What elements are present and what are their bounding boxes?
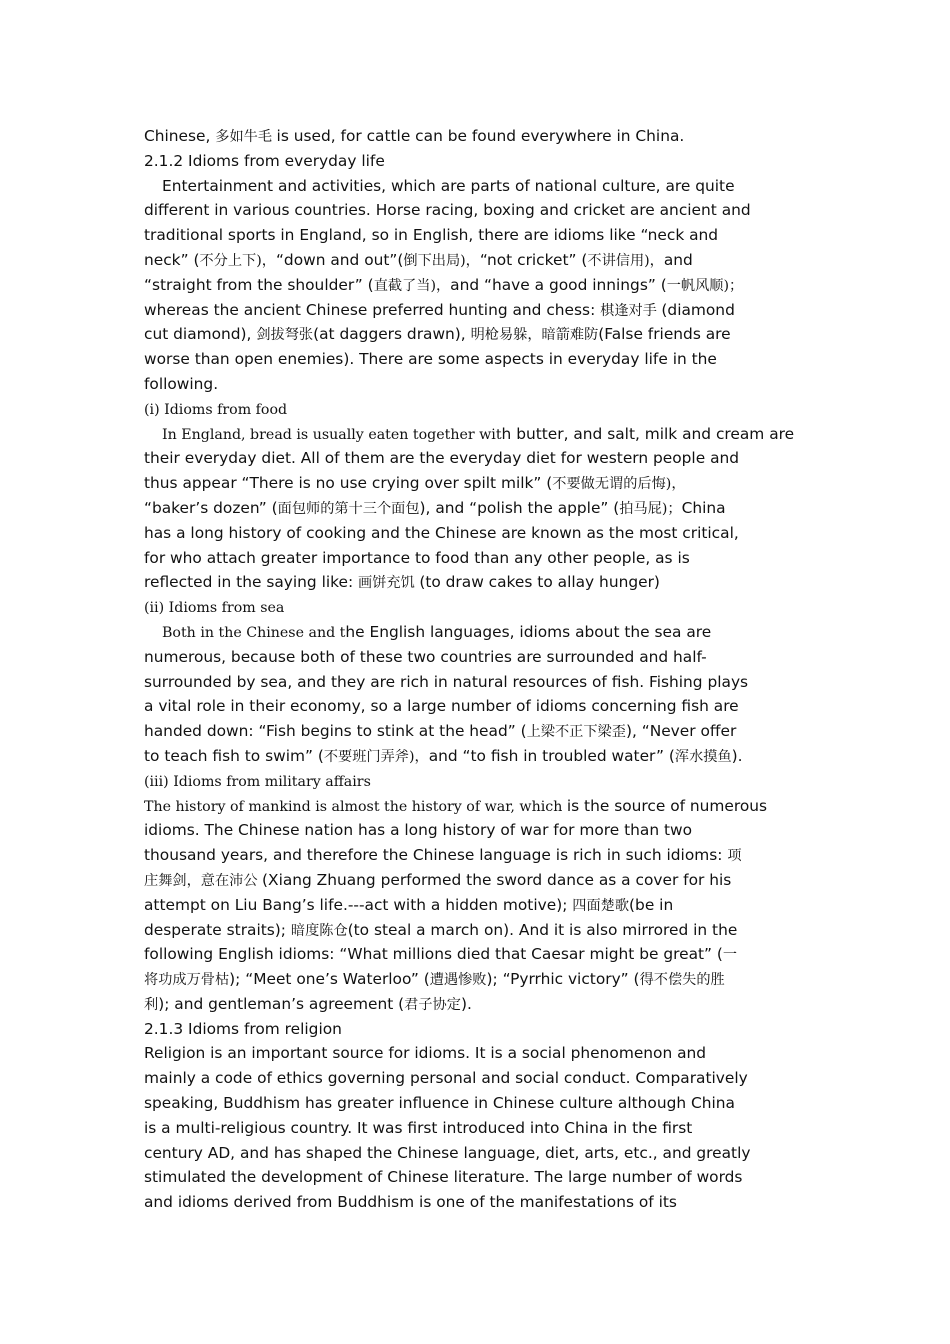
text-run: following.	[144, 374, 219, 393]
text-run: attempt on Liu Bang’s life.---act with a hidden motive);	[144, 895, 573, 914]
text-line	[144, 496, 824, 521]
text-run: Religion is an important source for idioms. It is a social phenomenon and	[144, 1044, 707, 1063]
document-page	[144, 124, 824, 1215]
text-run: and	[663, 250, 693, 269]
text-run: China	[681, 498, 726, 517]
text-run: h butter, and salt, milk and cream are	[501, 424, 795, 443]
text-run: 不讲信用)，	[587, 252, 664, 269]
text-run: a vital role in their economy, so a large number of idioms concerning fish are	[144, 697, 739, 716]
text-line	[144, 322, 824, 347]
text-line	[144, 967, 824, 992]
text-run: Chinese,	[144, 127, 216, 145]
text-line	[144, 347, 824, 372]
text-run: 画饼充饥	[358, 575, 420, 592]
text-run: 剑拔弩张	[256, 327, 314, 344]
text-line	[144, 1041, 824, 1066]
text-line	[144, 868, 824, 893]
text-run: (diamond	[661, 300, 735, 319]
text-line	[144, 124, 824, 149]
text-run: ); and gentleman’s agreement (	[158, 994, 405, 1013]
text-run: 得不偿失的胜	[639, 972, 725, 989]
text-run: (Xiang Zhuang performed the sword dance as a cover for his	[262, 870, 732, 889]
text-run: 利	[144, 996, 159, 1013]
text-run: 将功成万骨枯	[144, 972, 230, 989]
text-run: ), and “polish the apple” (	[419, 498, 620, 517]
text-line	[144, 422, 824, 447]
text-run: 项	[727, 848, 742, 865]
text-run: 浑水摸鱼	[674, 748, 732, 765]
text-run: ); “Meet one’s Waterloo” (	[229, 970, 430, 989]
text-run: thus appear “There is no use crying over spilt milk” (	[144, 474, 553, 493]
text-run: “not cricket” (	[479, 250, 588, 269]
text-line	[144, 1165, 824, 1190]
text-run: 不要班门弄斧)，	[323, 748, 429, 765]
text-run: 倒下出局)，	[403, 252, 480, 269]
text-run: surrounded by sea, and they are rich in natural resources of fish. Fishing plays	[144, 672, 749, 691]
text-run: (be in	[629, 895, 674, 914]
text-run: 遭遇惨败	[429, 972, 487, 989]
text-run: mainly a code of ethics governing personal and social conduct. Comparatively	[144, 1069, 748, 1088]
text-run: 棋逢对手	[600, 302, 662, 319]
text-run: The history of mankind is almost the history of war, which	[144, 798, 567, 815]
text-line	[144, 198, 824, 223]
text-run: and “have a good innings” (	[450, 275, 667, 294]
text-run: to teach fish to swim” (	[144, 746, 324, 765]
text-run: In England, bread is usually eaten together wit	[162, 426, 502, 443]
text-line	[144, 248, 824, 273]
text-run: 四面楚歌	[572, 897, 630, 914]
text-run: idioms. The Chinese nation has a long history of war for more than two	[144, 821, 693, 840]
text-run: “baker’s dozen” (	[144, 498, 278, 517]
text-run: is used, for cattle can be found everywhere in China.	[276, 127, 685, 145]
text-run: 多如牛毛	[215, 129, 277, 145]
text-line	[144, 670, 824, 695]
text-line	[144, 397, 824, 422]
text-line	[144, 174, 824, 199]
text-line	[144, 595, 824, 620]
text-run: 不分上下)，	[199, 252, 276, 269]
text-line	[144, 1190, 824, 1215]
text-run: Both in the Chinese and t	[162, 624, 346, 641]
text-line	[144, 769, 824, 794]
text-run: (to steal a march on). And it is also mirrored in the	[347, 920, 738, 939]
text-run: reflected in the saying like:	[144, 573, 359, 592]
text-run: following English idioms: “What millions died that Caesar might be great” (	[144, 945, 723, 964]
text-line	[144, 719, 824, 744]
text-run: “down and out”(	[275, 250, 404, 269]
text-run: and “to fish in troubled water” (	[428, 746, 675, 765]
text-run: neck” (	[144, 250, 200, 269]
text-run: 君子协定	[404, 996, 461, 1013]
text-run: 2.1.3 Idioms from religion	[144, 1019, 342, 1038]
text-run: ).	[731, 746, 743, 765]
text-run: (False friends are	[598, 325, 731, 344]
text-run: 庄舞剑，意在沛公	[144, 872, 263, 889]
text-line	[144, 521, 824, 546]
text-line	[144, 223, 824, 248]
text-run: century AD, and has shaped the Chinese language, diet, arts, etc., and greatly	[144, 1143, 751, 1162]
text-line	[144, 1091, 824, 1116]
text-run: ); “Pyrrhic victory” (	[486, 970, 640, 989]
text-run: ), “Never offer	[625, 722, 737, 741]
text-run: different in various countries. Horse racing, boxing and cricket are ancient and	[144, 201, 751, 220]
text-run: stimulated the development of Chinese literature. The large number of words	[144, 1168, 743, 1187]
text-line	[144, 446, 824, 471]
text-run: ).	[460, 994, 472, 1013]
text-run: Entertainment and activities, which are parts of national culture, are quite	[162, 176, 735, 195]
text-run: thousand years, and therefore the Chinese language is rich in such idioms:	[144, 846, 728, 865]
text-line	[144, 843, 824, 868]
text-line	[144, 992, 824, 1017]
text-run: 暗度陈仓	[290, 922, 348, 939]
text-run: (at daggers drawn),	[313, 325, 471, 344]
text-line	[144, 546, 824, 571]
text-run: worse than open enemies). There are some aspects in everyday life in the	[144, 350, 717, 369]
text-line	[144, 645, 824, 670]
text-run: and idioms derived from Buddhism is one of the manifestations of its	[144, 1193, 677, 1212]
text-run: is a multi-religious country. It was first introduced into China in the first	[144, 1118, 693, 1137]
text-run: 明枪易躲，暗箭难防	[470, 327, 599, 344]
text-line	[144, 298, 824, 323]
text-line	[144, 893, 824, 918]
text-line	[144, 471, 824, 496]
text-line	[144, 1141, 824, 1166]
text-run: (ⅰ) Idioms from food	[144, 401, 288, 418]
text-line	[144, 818, 824, 843]
text-run: 2.1.2 Idioms from everyday life	[144, 151, 385, 170]
text-line	[144, 694, 824, 719]
text-line	[144, 794, 824, 819]
text-run: 拍马屁)；	[619, 500, 682, 517]
text-run: 一帆风顺)；	[666, 277, 744, 294]
text-line	[144, 149, 824, 174]
text-line	[144, 1116, 824, 1141]
text-run: is the source of numerous	[566, 796, 768, 815]
text-run: (to draw cakes to allay hunger)	[419, 573, 660, 592]
text-run: for who attach greater importance to food than any other people, as is	[144, 548, 690, 567]
text-run: desperate straits);	[144, 920, 291, 939]
text-run: “straight from the shoulder” (	[144, 275, 374, 294]
text-line	[144, 570, 824, 595]
text-run: their everyday diet. All of them are the everyday diet for western people and	[144, 449, 740, 468]
text-run: numerous, because both of these two countries are surrounded and half-	[144, 647, 707, 666]
text-run: 直截了当)，	[373, 277, 451, 294]
text-line	[144, 918, 824, 943]
text-run: has a long history of cooking and the Chinese are known as the most critical,	[144, 523, 739, 542]
text-run: whereas the ancient Chinese preferred hunting and chess:	[144, 300, 601, 319]
text-run: 一	[722, 947, 738, 964]
text-run: speaking, Buddhism has greater influence in Chinese culture although China	[144, 1094, 735, 1113]
text-line	[144, 942, 824, 967]
text-run: he English languages, idioms about the sea are	[345, 622, 712, 641]
text-run: 不要做无谓的后悔)，	[552, 476, 686, 493]
text-run: (ⅱ) Idioms from sea	[144, 600, 285, 617]
text-line	[144, 273, 824, 298]
text-line	[144, 1066, 824, 1091]
text-line	[144, 744, 824, 769]
text-run: traditional sports in England, so in English, there are idioms like “neck and	[144, 226, 719, 245]
text-line	[144, 372, 824, 397]
text-run: (ⅲ) Idioms from military affairs	[144, 773, 371, 790]
text-line	[144, 1017, 824, 1042]
text-run: handed down: “Fish begins to stink at the head” (	[144, 722, 527, 741]
text-run: 上梁不正下梁歪	[526, 724, 626, 741]
text-run: 面包师的第十三个面包	[277, 500, 420, 517]
text-line	[144, 620, 824, 645]
text-run: cut diamond),	[144, 325, 257, 344]
